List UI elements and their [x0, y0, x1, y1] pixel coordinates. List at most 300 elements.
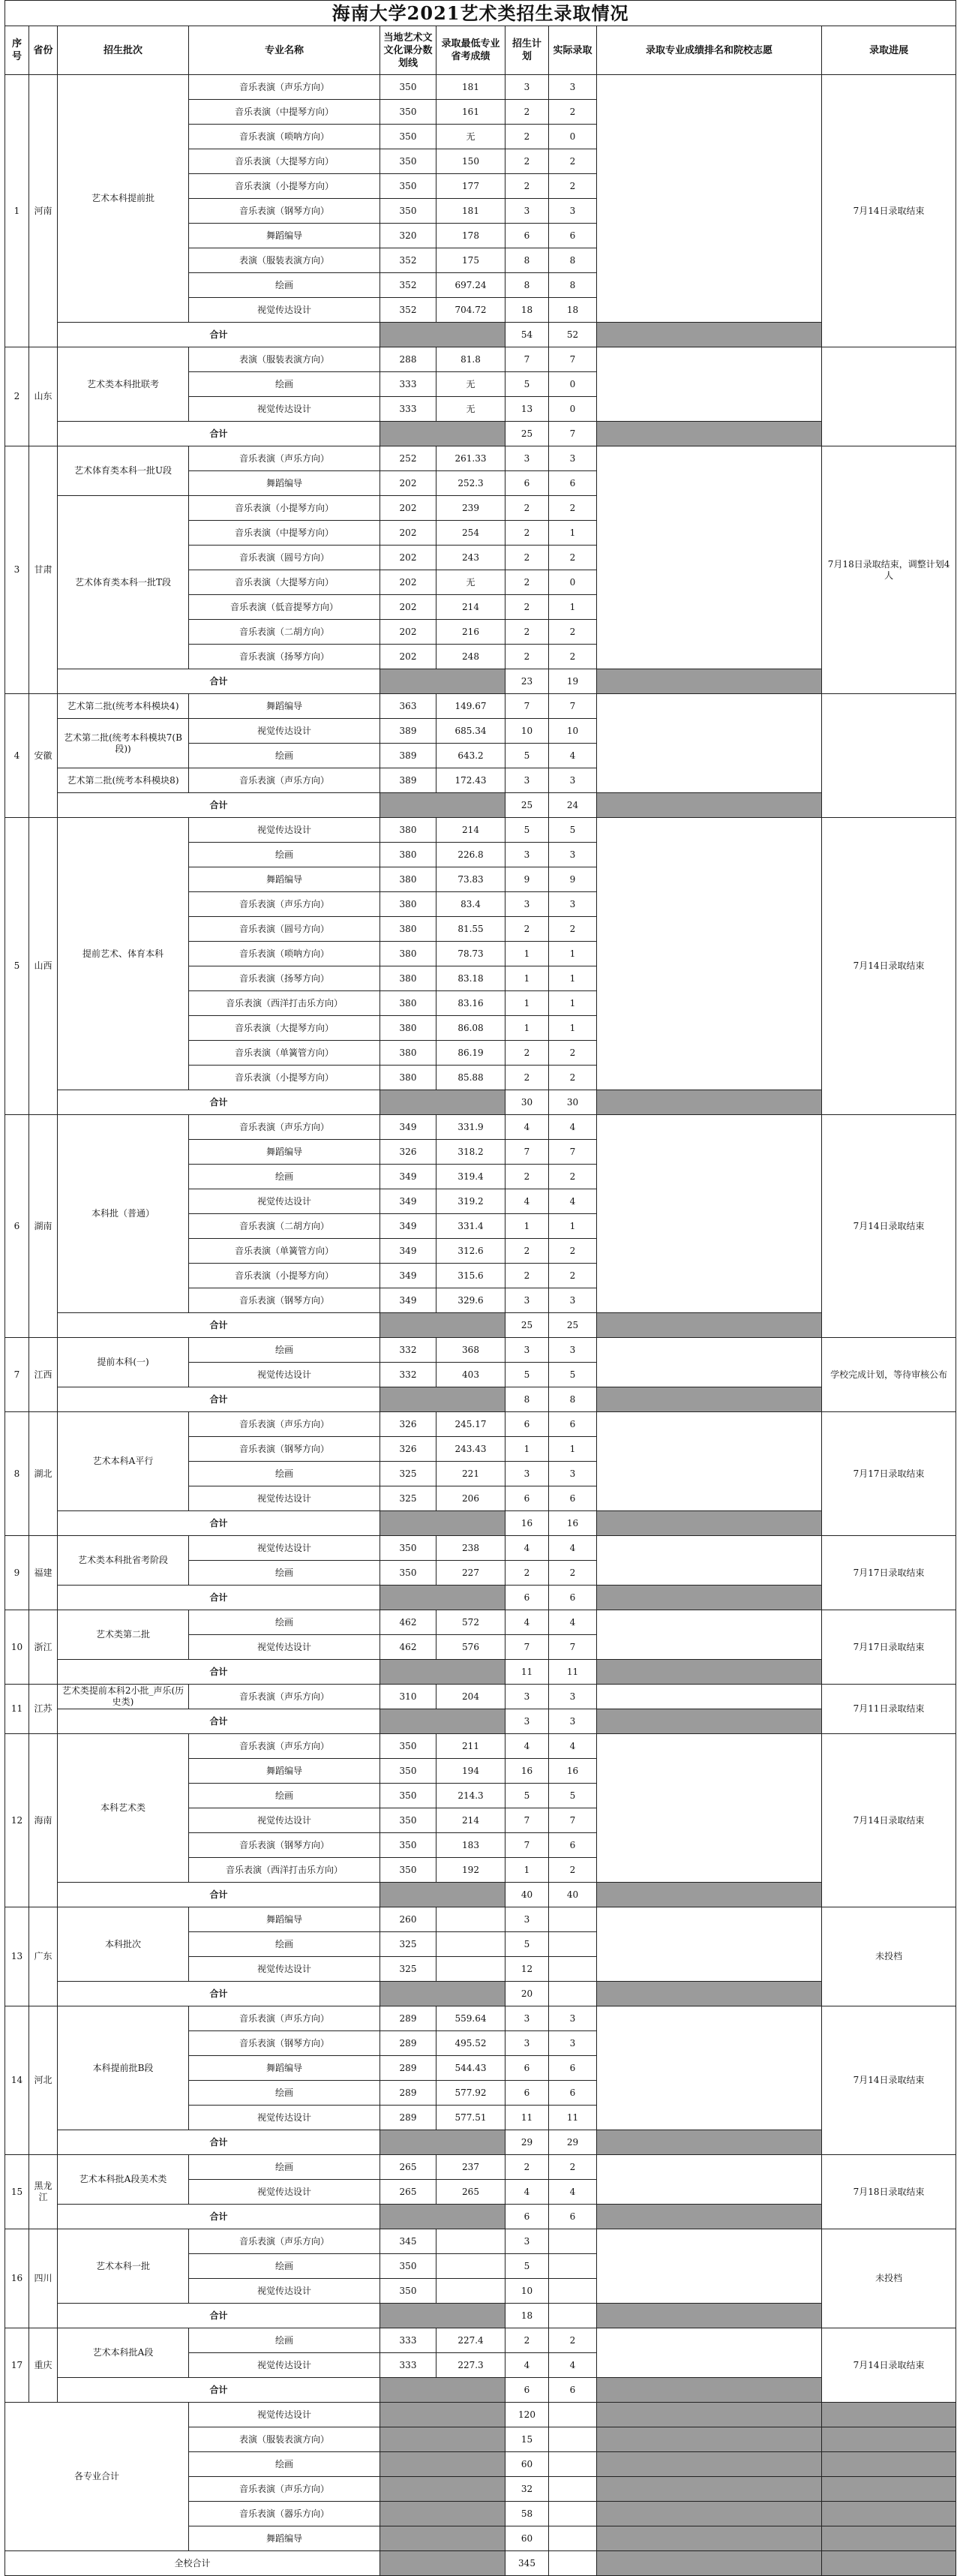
summary-progress-grey [822, 2526, 956, 2551]
culture-line: 350 [380, 1784, 436, 1808]
total-admitted: 7 [549, 422, 597, 446]
plan-count: 6 [506, 224, 549, 248]
header-ranking: 录取专业成绩排名和院校志愿 [597, 26, 822, 75]
ranking-cell [597, 1734, 822, 1883]
plan-count: 11 [506, 2106, 549, 2130]
admitted-count: 3 [549, 199, 597, 224]
admitted-count: 2 [549, 1561, 597, 1586]
culture-line: 350 [380, 1734, 436, 1759]
table-row [5, 1610, 956, 1635]
province-seq: 15 [5, 2155, 29, 2229]
culture-line: 380 [380, 843, 436, 867]
batch-name: 本科批次 [58, 1907, 189, 1982]
culture-line: 202 [380, 521, 436, 546]
total-grey-cell [380, 1511, 506, 1536]
admitted-count [549, 2254, 597, 2279]
plan-count: 12 [506, 1957, 549, 1982]
min-score: 206 [436, 1486, 506, 1511]
total-label: 合计 [58, 2205, 380, 2229]
major-name: 绘画 [189, 1462, 380, 1486]
plan-count: 7 [506, 1140, 549, 1165]
major-name: 绘画 [189, 1561, 380, 1586]
plan-count: 2 [506, 620, 549, 645]
ranking-cell [597, 1685, 822, 1709]
total-grey-cell [380, 1387, 506, 1412]
major-name: 音乐表演（西洋打击乐方向） [189, 1858, 380, 1883]
total-grey-cell [380, 669, 506, 694]
batch-name: 本科提前批B段 [58, 2006, 189, 2130]
summary-admitted [549, 2502, 597, 2526]
admitted-count: 4 [549, 2353, 597, 2378]
min-score: 312.6 [436, 1239, 506, 1264]
major-name: 音乐表演（扬琴方向） [189, 966, 380, 991]
total-label: 合计 [58, 422, 380, 446]
culture-line: 265 [380, 2180, 436, 2205]
major-name: 音乐表演（钢琴方向） [189, 199, 380, 224]
major-name: 音乐表演（低音提琴方向） [189, 595, 380, 620]
min-score: 178 [436, 224, 506, 248]
major-name: 绘画 [189, 2254, 380, 2279]
province-seq: 7 [5, 1338, 29, 1412]
major-name: 音乐表演（声乐方向） [189, 768, 380, 793]
total-admitted [549, 1982, 597, 2006]
batch-name: 艺术第二批(统考本科模块4) [58, 694, 189, 719]
province-name: 河南 [29, 75, 58, 347]
admitted-count: 3 [549, 768, 597, 793]
total-row [5, 1313, 956, 1338]
province-seq: 17 [5, 2328, 29, 2403]
total-row [5, 1709, 956, 1734]
total-plan: 54 [506, 323, 549, 347]
plan-count: 2 [506, 100, 549, 125]
summary-admitted [549, 2452, 597, 2477]
min-score: 81.55 [436, 917, 506, 942]
summary-ranking-grey [597, 2526, 822, 2551]
min-score: 83.18 [436, 966, 506, 991]
major-name: 绘画 [189, 2155, 380, 2180]
plan-count: 3 [506, 199, 549, 224]
min-score [436, 2254, 506, 2279]
admitted-count: 7 [549, 1140, 597, 1165]
plan-count: 2 [506, 125, 549, 149]
min-score: 495.52 [436, 2031, 506, 2056]
province-name: 江西 [29, 1338, 58, 1412]
admitted-count: 2 [549, 645, 597, 669]
min-score: 177 [436, 174, 506, 199]
summary-row [5, 2403, 956, 2427]
min-score: 83.16 [436, 991, 506, 1016]
grand-total-progress-grey [822, 2551, 956, 2576]
total-label: 合计 [58, 1709, 380, 1734]
culture-line: 289 [380, 2031, 436, 2056]
plan-count: 2 [506, 149, 549, 174]
min-score: 319.4 [436, 1165, 506, 1189]
culture-line: 389 [380, 744, 436, 768]
plan-count: 4 [506, 1536, 549, 1561]
summary-plan: 32 [506, 2477, 549, 2502]
major-name: 音乐表演（声乐方向） [189, 75, 380, 100]
admitted-count: 2 [549, 620, 597, 645]
admitted-count: 1 [549, 942, 597, 966]
total-ranking-grey [597, 1387, 822, 1412]
min-score: 214 [436, 595, 506, 620]
major-name: 视觉传达设计 [189, 1363, 380, 1387]
total-grey-cell [380, 422, 506, 446]
batch-name: 艺术类本科批省考阶段 [58, 1536, 189, 1586]
culture-line: 380 [380, 867, 436, 892]
ranking-cell [597, 1412, 822, 1511]
admitted-count: 3 [549, 75, 597, 100]
plan-count: 8 [506, 248, 549, 273]
culture-line: 352 [380, 273, 436, 298]
culture-line: 325 [380, 1932, 436, 1957]
plan-count: 1 [506, 1214, 549, 1239]
major-name: 音乐表演（声乐方向） [189, 1685, 380, 1709]
culture-line: 350 [380, 149, 436, 174]
admitted-count: 2 [549, 149, 597, 174]
plan-count: 2 [506, 645, 549, 669]
province-seq: 8 [5, 1412, 29, 1536]
major-name: 音乐表演（中提琴方向） [189, 521, 380, 546]
min-score: 175 [436, 248, 506, 273]
admitted-count: 8 [549, 273, 597, 298]
admitted-count [549, 2279, 597, 2304]
culture-line: 325 [380, 1957, 436, 1982]
admitted-count: 7 [549, 347, 597, 372]
culture-line: 333 [380, 372, 436, 397]
min-score: 237 [436, 2155, 506, 2180]
grand-total-plan: 345 [506, 2551, 549, 2576]
total-grey-cell [380, 793, 506, 818]
min-score: 403 [436, 1363, 506, 1387]
summary-ranking-grey [597, 2477, 822, 2502]
min-score: 697.24 [436, 273, 506, 298]
major-name: 音乐表演（单簧管方向） [189, 1041, 380, 1066]
total-admitted: 6 [549, 2378, 597, 2403]
min-score: 227 [436, 1561, 506, 1586]
total-ranking-grey [597, 1313, 822, 1338]
min-score: 227.3 [436, 2353, 506, 2378]
min-score: 265 [436, 2180, 506, 2205]
culture-line: 202 [380, 645, 436, 669]
culture-line: 389 [380, 719, 436, 744]
plan-count: 7 [506, 694, 549, 719]
summary-admitted [549, 2477, 597, 2502]
min-score: 319.2 [436, 1189, 506, 1214]
total-ranking-grey [597, 1709, 822, 1734]
total-label: 合计 [58, 1586, 380, 1610]
header-progress: 录取进展 [822, 26, 956, 75]
major-name: 音乐表演（声乐方向） [189, 2229, 380, 2254]
ranking-cell [597, 2328, 822, 2378]
culture-line: 363 [380, 694, 436, 719]
min-score: 无 [436, 125, 506, 149]
summary-major: 视觉传达设计 [189, 2403, 380, 2427]
admitted-count: 2 [549, 100, 597, 125]
min-score: 86.08 [436, 1016, 506, 1041]
min-score: 559.64 [436, 2006, 506, 2031]
admitted-count: 3 [549, 1338, 597, 1363]
major-name: 舞蹈编导 [189, 694, 380, 719]
culture-line: 289 [380, 2081, 436, 2106]
culture-line: 380 [380, 892, 436, 917]
plan-count: 4 [506, 1610, 549, 1635]
admitted-count: 5 [549, 1363, 597, 1387]
progress-status: 7月18日录取结束 [822, 2155, 956, 2229]
culture-line: 350 [380, 199, 436, 224]
admitted-count: 11 [549, 2106, 597, 2130]
province-seq: 11 [5, 1685, 29, 1734]
culture-line: 332 [380, 1338, 436, 1363]
culture-line: 349 [380, 1115, 436, 1140]
header-culture-line: 当地艺术文文化课分数划线 [380, 26, 436, 75]
total-plan: 23 [506, 669, 549, 694]
culture-line: 349 [380, 1165, 436, 1189]
summary-major: 音乐表演（器乐方向） [189, 2502, 380, 2526]
admitted-count: 0 [549, 570, 597, 595]
min-score [436, 1907, 506, 1932]
batch-name: 艺术本科一批 [58, 2229, 189, 2304]
culture-line: 202 [380, 496, 436, 521]
progress-status [822, 347, 956, 446]
province-seq: 13 [5, 1907, 29, 2006]
ranking-cell [597, 1115, 822, 1313]
major-name: 绘画 [189, 372, 380, 397]
total-label: 合计 [58, 669, 380, 694]
min-score: 181 [436, 75, 506, 100]
total-label: 合计 [58, 1313, 380, 1338]
summary-grey-cell [380, 2452, 506, 2477]
ranking-cell [597, 818, 822, 1090]
total-plan: 6 [506, 2378, 549, 2403]
summary-major: 绘画 [189, 2452, 380, 2477]
culture-line: 202 [380, 620, 436, 645]
culture-line: 349 [380, 1288, 436, 1313]
total-ranking-grey [597, 2130, 822, 2155]
total-admitted: 19 [549, 669, 597, 694]
admitted-count: 6 [549, 1833, 597, 1858]
culture-line: 289 [380, 2006, 436, 2031]
total-ranking-grey [597, 669, 822, 694]
admitted-count [549, 2229, 597, 2254]
province-seq: 16 [5, 2229, 29, 2328]
plan-count: 1 [506, 1858, 549, 1883]
summary-plan: 15 [506, 2427, 549, 2452]
total-admitted: 30 [549, 1090, 597, 1115]
total-row [5, 2304, 956, 2328]
progress-status: 7月14日录取结束 [822, 2328, 956, 2403]
admitted-count: 5 [549, 818, 597, 843]
culture-line: 325 [380, 1486, 436, 1511]
admitted-count: 2 [549, 1066, 597, 1090]
major-name: 绘画 [189, 273, 380, 298]
min-score: 318.2 [436, 1140, 506, 1165]
total-row [5, 669, 956, 694]
total-ranking-grey [597, 323, 822, 347]
summary-grey-cell [380, 2502, 506, 2526]
plan-count: 4 [506, 1734, 549, 1759]
table-row [5, 347, 956, 372]
summary-plan: 120 [506, 2403, 549, 2427]
admitted-count: 1 [549, 521, 597, 546]
total-grey-cell [380, 1982, 506, 2006]
total-row [5, 793, 956, 818]
plan-count: 1 [506, 966, 549, 991]
table-row [5, 2006, 956, 2031]
total-grey-cell [380, 2304, 506, 2328]
culture-line: 333 [380, 397, 436, 422]
culture-line: 350 [380, 1833, 436, 1858]
plan-count: 5 [506, 1784, 549, 1808]
admitted-count: 6 [549, 2081, 597, 2106]
total-plan: 25 [506, 793, 549, 818]
batch-name: 艺术类提前本科2小批_声乐(历史类) [58, 1685, 189, 1709]
min-score: 161 [436, 100, 506, 125]
culture-line: 350 [380, 2279, 436, 2304]
admitted-count: 7 [549, 1635, 597, 1660]
total-grey-cell [380, 1883, 506, 1907]
progress-status: 7月17日录取结束 [822, 1412, 956, 1536]
min-score: 226.8 [436, 843, 506, 867]
total-row [5, 422, 956, 446]
province-name: 湖北 [29, 1412, 58, 1536]
summary-major: 舞蹈编导 [189, 2526, 380, 2551]
total-ranking-grey [597, 1660, 822, 1685]
major-name: 音乐表演（钢琴方向） [189, 1833, 380, 1858]
total-label: 合计 [58, 323, 380, 347]
total-ranking-grey [597, 1883, 822, 1907]
batch-name: 艺术体育类本科一批U段 [58, 446, 189, 496]
major-name: 音乐表演（声乐方向） [189, 892, 380, 917]
admitted-count: 0 [549, 372, 597, 397]
culture-line: 252 [380, 446, 436, 471]
batch-name: 艺术类本科批联考 [58, 347, 189, 422]
plan-count: 4 [506, 1115, 549, 1140]
total-label: 合计 [58, 1090, 380, 1115]
admitted-count [549, 1907, 597, 1932]
total-admitted: 24 [549, 793, 597, 818]
min-score: 331.9 [436, 1115, 506, 1140]
major-name: 表演（服装表演方向） [189, 248, 380, 273]
summary-grey-cell [380, 2403, 506, 2427]
plan-count: 4 [506, 2353, 549, 2378]
province-name: 江苏 [29, 1685, 58, 1734]
culture-line: 352 [380, 298, 436, 323]
culture-line: 350 [380, 2254, 436, 2279]
min-score: 192 [436, 1858, 506, 1883]
province-name: 河北 [29, 2006, 58, 2155]
plan-count: 9 [506, 867, 549, 892]
culture-line: 326 [380, 1412, 436, 1437]
total-row [5, 2205, 956, 2229]
total-row [5, 2378, 956, 2403]
admitted-count: 3 [549, 1462, 597, 1486]
plan-count: 3 [506, 843, 549, 867]
total-label: 合计 [58, 1660, 380, 1685]
plan-count: 2 [506, 595, 549, 620]
min-score: 544.43 [436, 2056, 506, 2081]
min-score: 221 [436, 1462, 506, 1486]
header-row [5, 26, 956, 75]
culture-line: 320 [380, 224, 436, 248]
total-grey-cell [380, 2378, 506, 2403]
plan-count: 3 [506, 2006, 549, 2031]
min-score: 254 [436, 521, 506, 546]
progress-status: 未投档 [822, 1907, 956, 2006]
admitted-count: 5 [549, 1784, 597, 1808]
table-row [5, 2328, 956, 2353]
admitted-count: 8 [549, 248, 597, 273]
min-score: 577.92 [436, 2081, 506, 2106]
culture-line: 202 [380, 471, 436, 496]
culture-line: 345 [380, 2229, 436, 2254]
plan-count: 2 [506, 174, 549, 199]
plan-count: 3 [506, 892, 549, 917]
admitted-count: 2 [549, 174, 597, 199]
major-name: 视觉传达设计 [189, 2106, 380, 2130]
admitted-count: 2 [549, 546, 597, 570]
province-name: 福建 [29, 1536, 58, 1610]
province-seq: 4 [5, 694, 29, 818]
province-name: 海南 [29, 1734, 58, 1907]
total-plan: 8 [506, 1387, 549, 1412]
admitted-count: 2 [549, 1264, 597, 1288]
admitted-count: 4 [549, 1115, 597, 1140]
ranking-cell [597, 2006, 822, 2130]
min-score: 204 [436, 1685, 506, 1709]
admitted-count: 3 [549, 1685, 597, 1709]
min-score: 572 [436, 1610, 506, 1635]
plan-count: 2 [506, 496, 549, 521]
plan-count: 2 [506, 1561, 549, 1586]
major-name: 绘画 [189, 1932, 380, 1957]
admitted-count: 6 [549, 2056, 597, 2081]
min-score [436, 1932, 506, 1957]
plan-count: 3 [506, 1907, 549, 1932]
total-row [5, 1660, 956, 1685]
admitted-count: 4 [549, 1734, 597, 1759]
total-plan: 20 [506, 1982, 549, 2006]
province-name: 山东 [29, 347, 58, 446]
major-name: 音乐表演（声乐方向） [189, 1734, 380, 1759]
total-ranking-grey [597, 2378, 822, 2403]
header-major: 专业名称 [189, 26, 380, 75]
table-row [5, 1685, 956, 1709]
plan-count: 3 [506, 1288, 549, 1313]
plan-count: 13 [506, 397, 549, 422]
total-label: 合计 [58, 1511, 380, 1536]
major-name: 绘画 [189, 1784, 380, 1808]
min-score: 214 [436, 1808, 506, 1833]
summary-plan: 58 [506, 2502, 549, 2526]
table-row [5, 694, 956, 719]
plan-count: 3 [506, 446, 549, 471]
admitted-count: 4 [549, 744, 597, 768]
table-row [5, 75, 956, 100]
major-name: 音乐表演（小提琴方向） [189, 496, 380, 521]
grand-total-grey-cell [380, 2551, 506, 2576]
major-name: 音乐表演（大提琴方向） [189, 570, 380, 595]
summary-admitted [549, 2403, 597, 2427]
culture-line: 350 [380, 174, 436, 199]
ranking-cell [597, 1907, 822, 1982]
major-name: 舞蹈编导 [189, 1140, 380, 1165]
min-score: 216 [436, 620, 506, 645]
total-ranking-grey [597, 422, 822, 446]
summary-grey-cell [380, 2477, 506, 2502]
total-plan: 11 [506, 1660, 549, 1685]
major-name: 音乐表演（中提琴方向） [189, 100, 380, 125]
